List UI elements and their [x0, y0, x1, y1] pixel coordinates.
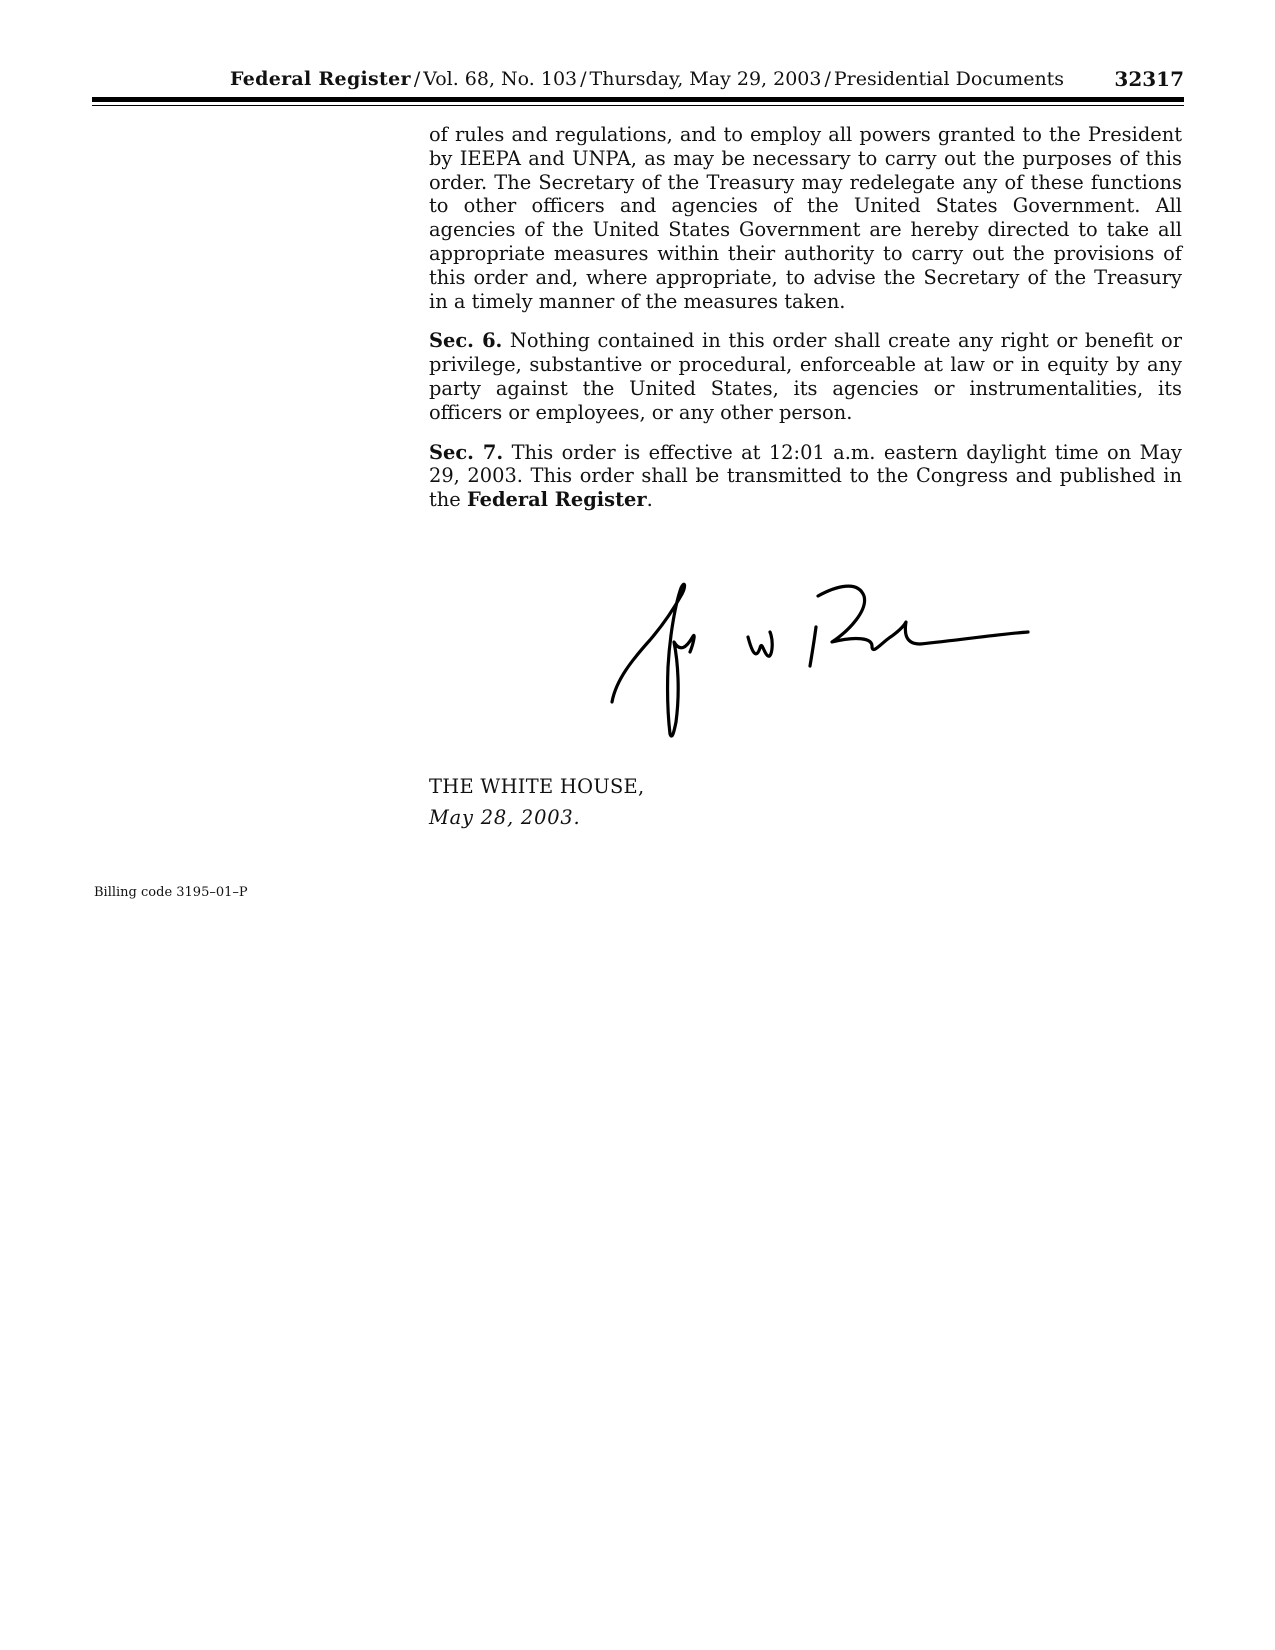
header-rule-thick	[92, 97, 1184, 102]
order-text	[429, 123, 1182, 528]
closing-date: May 28, 2003.	[429, 806, 581, 829]
page-header	[92, 64, 1184, 94]
section-6-paragraph	[429, 329, 1182, 424]
section-7-end: .	[646, 488, 653, 512]
header-rule-thin	[92, 105, 1184, 106]
section-7-text: This order is effective at 12:01 a.m. eastern daylight time on May 29, 2003. This order shall be transmitted to the Congress and published in the	[429, 440, 1182, 512]
section-6-text: Nothing contained in this order shall create any right or benefit or privilege, substantive or procedural, enforceable at law or in equity by any party against the United States, its agencies or instrumentalities, its officers or employees, or any other person.	[429, 329, 1182, 424]
separator: /	[413, 68, 421, 90]
running-head	[230, 64, 1064, 94]
separator: /	[824, 68, 831, 90]
billing-code: Billing code 3195–01–P	[94, 885, 248, 900]
separator: /	[580, 68, 587, 90]
section-7-paragraph	[429, 441, 1182, 512]
closing-place: THE WHITE HOUSE,	[429, 775, 645, 798]
page-number: 32317	[1114, 67, 1184, 91]
section-name: Presidential Documents	[833, 68, 1065, 90]
federal-register-reference: Federal Register	[466, 488, 647, 512]
publication-name: Federal Register	[230, 68, 411, 90]
issue-date: Thursday, May 29, 2003	[589, 68, 822, 90]
section-6-label: Sec. 6.	[429, 329, 503, 353]
continuation-paragraph: of rules and regulations, and to employ all powers granted to the President by IEEPA and UNPA, as may be necessary to carry out the purposes of this order. The Secretary of the Treasury may redelegate any of these functions to other officers and agencies of the United States Government. All agencies of the United States Government are hereby directed to take all appropriate measures within their authority to carry out the provisions of this order and, where appropriate, to advise the Secretary of the Treasury in a timely manner of the measures taken.	[429, 123, 1182, 313]
presidential-signature	[610, 582, 1080, 757]
section-7-label: Sec. 7.	[429, 440, 504, 464]
volume-number: Vol. 68, No. 103	[423, 68, 578, 90]
